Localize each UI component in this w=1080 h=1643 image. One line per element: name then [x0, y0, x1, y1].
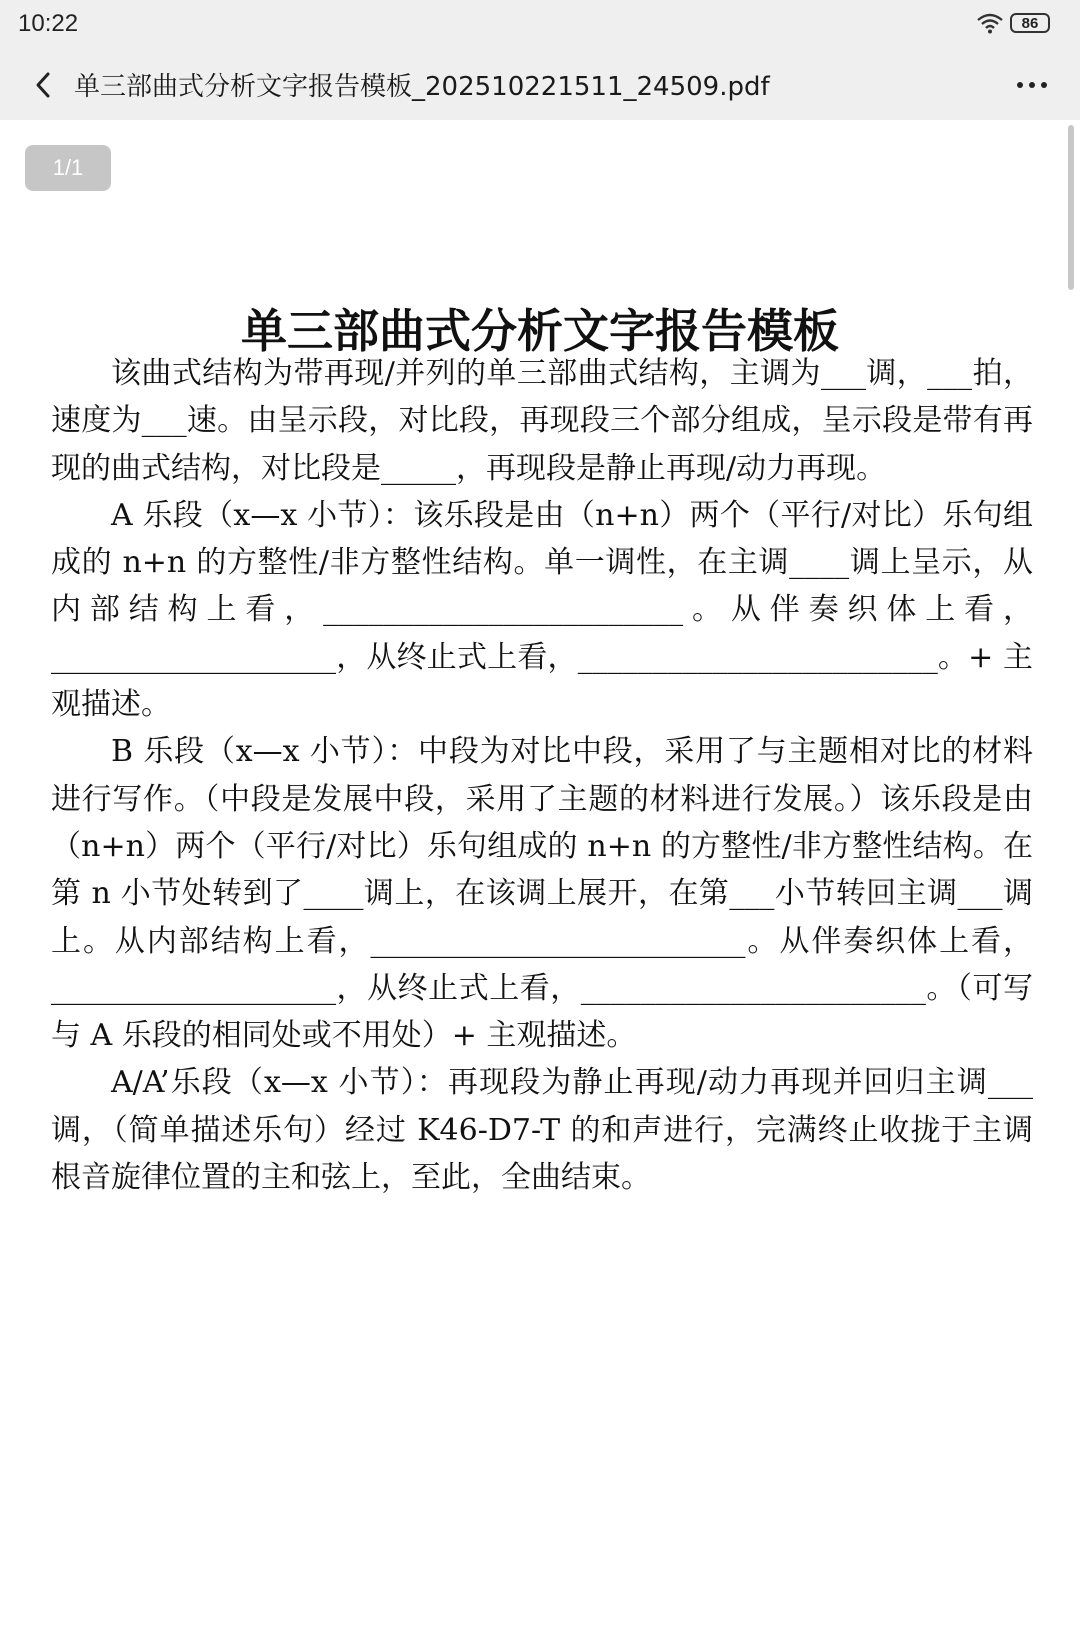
status-bar: [0, 0, 1080, 46]
wifi-icon: [976, 12, 1004, 34]
battery-icon: [1010, 13, 1050, 33]
paragraph-intro: 该曲式结构为带再现/并列的单三部曲式结构，主调为___调，___拍，速度为___速。由呈示段，对比段，再现段三个部分组成，呈示段是带有再现的曲式结构，对比段是_____，再现段是静止再现/动力再现。: [51, 356, 1033, 486]
paragraph-section-a: A 乐段（x—x 小节）：该乐段是由（n+n）两个（平行/对比）乐句组成的 n+n 的方整性/非方整性结构。单一调性，在主调____调上呈示，从内部结构上看，________________________。从伴奏织体上看，___________________，从终止式上看，________________________。+ 主观描述。: [51, 497, 1033, 723]
status-time: 10:22: [18, 10, 79, 37]
status-icons: [976, 12, 1050, 34]
back-arrow-icon[interactable]: [30, 68, 58, 102]
page-indicator: [25, 145, 111, 191]
app-bar: [0, 46, 1080, 120]
page-indicator-text: 1/1: [52, 155, 84, 180]
paragraph-section-a-prime: A/A’乐段（x—x 小节）：再现段为静止再现/动力再现并回归主调___调，（简单描述乐句）经过 K46-D7-T 的和声进行，完满终止收拢于主调根音旋律位置的主和弦上，至此，全曲结束。: [51, 1065, 1033, 1196]
paragraph-section-b: B 乐段（x—x 小节）：中段为对比中段，采用了与主题相对比的材料进行写作。（中段是发展中段，采用了主题的材料进行发展。）该乐段是由（n+n）两个（平行/对比）乐句组成的 n+n 的方整性/非方整性结构。在第 n 小节处转到了____调上，在该调上展开，在第___小节转回主调___调上。从内部结构上看，_________________________。从伴奏织体上看，___________________，从终止式上看，_______________________。（可写与 A 乐段的相同处或不用处）+ 主观描述。: [51, 734, 1033, 1054]
scrollbar[interactable]: [1068, 125, 1074, 290]
document-filename: 单三部曲式分析文字报告模板_202510221511_24509.pdf: [74, 72, 770, 102]
document-body: [51, 350, 1033, 1201]
document-heading: 单三部曲式分析文字报告模板: [241, 304, 839, 358]
pdf-viewer[interactable]: [0, 120, 1080, 1643]
battery-level: 86: [1021, 14, 1039, 32]
more-options-icon[interactable]: [1012, 68, 1052, 102]
